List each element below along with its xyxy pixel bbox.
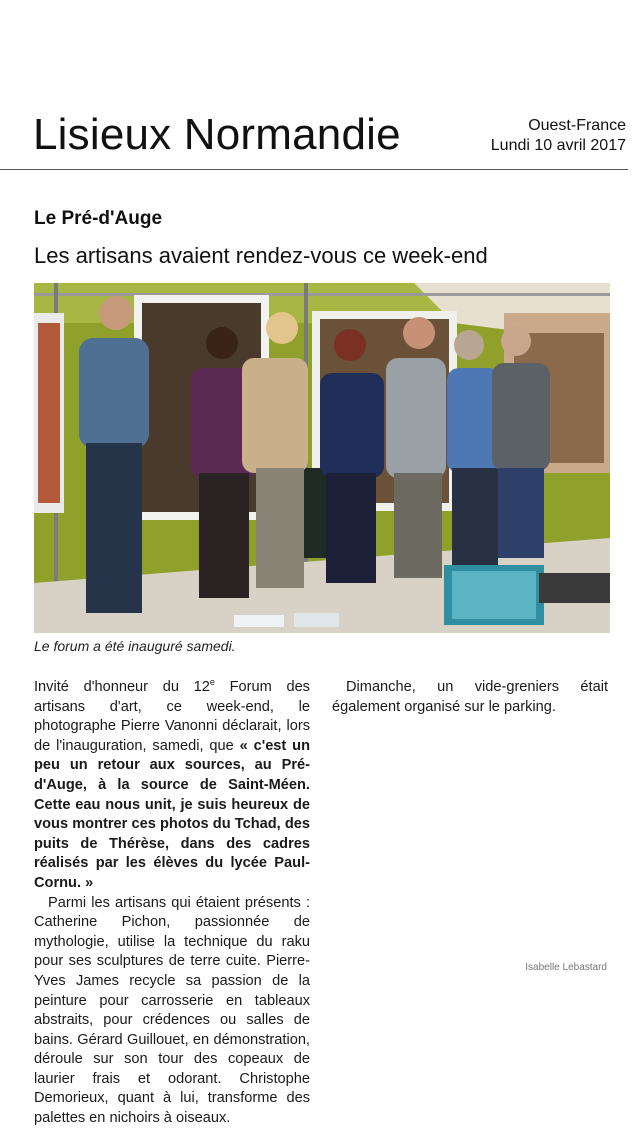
publication-date: Lundi 10 avril 2017 [490, 137, 626, 154]
paragraph: Parmi les artisans qui étaient présents : Catherine Pichon, passionnée de mythologie, utilise la technique du raku pour ses sculptures de terre cuite. Pierre-Yves James recycle sa passion de la peinture pour carrosserie en tableaux abstraits, pour crédences ou salles de bains. Gérard Guillouet, en démonstration, déroule sur son tour des copeaux de laurier frais et odorant. Christophe Demorieux, quant à lui, transforme des palettes en nichoirs à oiseaux. [34, 894, 310, 1127]
article-photo [34, 283, 610, 633]
article-body-left [34, 678, 310, 1129]
paragraph: Invité d'honneur du 12e Forum des artisans d'art, ce week-end, le photographe Pierre Vanonni déclarait, lors de l'inauguration, samedi, que « c'est un peu un retour aux sources, au Pré-d'Auge, à la source de Saint-Méen. Cette eau nous unit, je suis heureux de vous montrer ces photos du Tchad, des puits de Thérèse, dans des cadres réalisés par les élèves du lycée Paul-Cornu. » [34, 677, 310, 891]
photo-caption: Le forum a été inauguré samedi. [34, 638, 236, 654]
header-divider [0, 169, 628, 170]
article-kicker: Le Pré-d'Auge [34, 208, 163, 229]
newspaper-name: Ouest-France [528, 117, 626, 134]
page-title: Lisieux Normandie [33, 110, 401, 159]
author-credit: Isabelle Lebastard [525, 962, 607, 973]
publication-info [491, 116, 626, 156]
paragraph: Dimanche, un vide-greniers était également organisé sur le parking. [332, 679, 608, 715]
article-body-right [332, 678, 608, 717]
article-headline: Les artisans avaient rendez-vous ce week-end [34, 243, 488, 268]
